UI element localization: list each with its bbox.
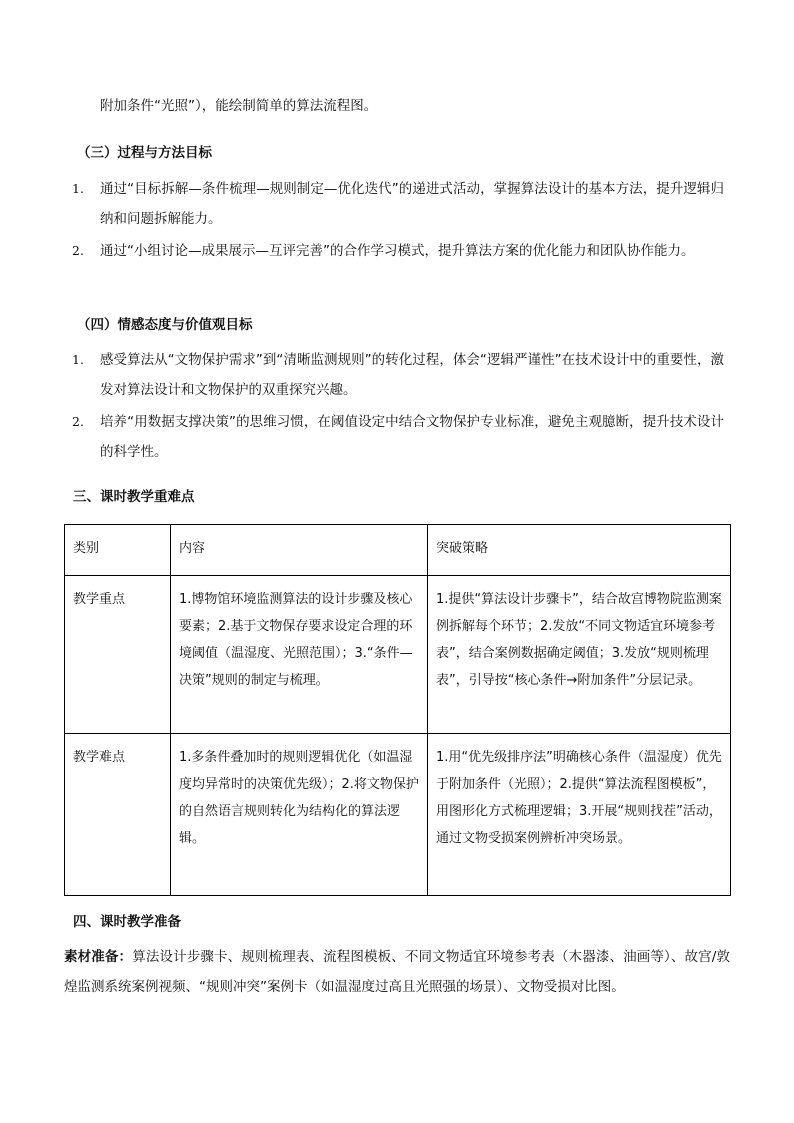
list-number: 2. bbox=[72, 414, 84, 429]
table-cell-content: 1.多条件叠加时的规则逻辑优化（如温湿度均异常时的决策优先级）；2.将文物保护的自然语言规则转化为结构化的算法逻辑。 bbox=[171, 734, 428, 896]
table-cell-content: 1.博物馆环境监测算法的设计步骤及核心要素；2.基于文物保存要求设定合理的环境阈值（温湿度、光照范围）；3.“条件—决策”规则的制定与梳理。 bbox=[171, 576, 428, 734]
list-text: 培养“用数据支撑决策”的思维习惯，在阈值设定中结合文物保护专业标准，避免主观臆断，提升技术设计的科学性。 bbox=[100, 414, 724, 460]
list-text: 通过“小组讨论—成果展示—互评完善”的合作学习模式，提升算法方案的优化能力和团队协作能力。 bbox=[100, 243, 695, 259]
section-heading-emotion-values: （四）情感态度与价值观目标 bbox=[77, 317, 253, 333]
list-number: 1. bbox=[72, 181, 84, 196]
table-cell-strategy: 1.用“优先级排序法”明确核心条件（温湿度）优先于附加条件（光照）；2.提供“算法流程图模板”，用图形化方式梳理逻辑；3.开展“规则找茬”活动，通过文物受损案例辨析冲突场景。 bbox=[428, 734, 731, 896]
table-row bbox=[65, 576, 731, 734]
column-header-content: 内容 bbox=[171, 525, 428, 576]
list-item bbox=[72, 407, 724, 467]
section-heading-process-method: （三）过程与方法目标 bbox=[77, 145, 212, 161]
list-item bbox=[72, 345, 724, 405]
list-text: 感受算法从“文物保护需求”到“清晰监测规则”的转化过程，体会“逻辑严谨性”在技术设计中的重要性，激发对算法设计和文物保护的双重探究兴趣。 bbox=[100, 352, 724, 398]
column-header-category: 类别 bbox=[65, 525, 171, 576]
table-cell-category: 教学难点 bbox=[65, 734, 171, 896]
list-number: 1. bbox=[72, 352, 84, 367]
materials-text: 算法设计步骤卡、规则梳理表、流程图模板、不同文物适宜环境参考表（木器漆、油画等）、故宫/敦煌监测系统案例视频、“规则冲突”案例卡（如温湿度过高且光照强的场景）、文物受损对比图。 bbox=[64, 949, 730, 995]
key-difficulty-table bbox=[64, 524, 731, 896]
list-item bbox=[72, 236, 724, 266]
table-cell-category: 教学重点 bbox=[65, 576, 171, 734]
table-row bbox=[65, 734, 731, 896]
materials-label: 素材准备： bbox=[64, 949, 133, 965]
materials-paragraph bbox=[64, 942, 730, 1002]
table-header-row bbox=[65, 525, 731, 576]
part-heading-preparation: 四、课时教学准备 bbox=[73, 914, 181, 930]
list-number: 2. bbox=[72, 243, 84, 258]
column-header-strategy: 突破策略 bbox=[428, 525, 731, 576]
continued-sentence: 附加条件“光照”），能绘制简单的算法流程图。 bbox=[100, 98, 378, 114]
list-item bbox=[72, 174, 724, 234]
table-cell-strategy: 1.提供“算法设计步骤卡”，结合故宫博物院监测案例拆解每个环节；2.发放“不同文物适宜环境参考表”，结合案例数据确定阈值；3.发放“规则梳理表”，引导按“核心条件→附加条件”分层记录。 bbox=[428, 576, 731, 734]
list-text: 通过“目标拆解—条件梳理—规则制定—优化迭代”的递进式活动，掌握算法设计的基本方法，提升逻辑归纳和问题拆解能力。 bbox=[100, 181, 724, 227]
part-heading-key-difficult-points: 三、课时教学重难点 bbox=[73, 489, 195, 505]
